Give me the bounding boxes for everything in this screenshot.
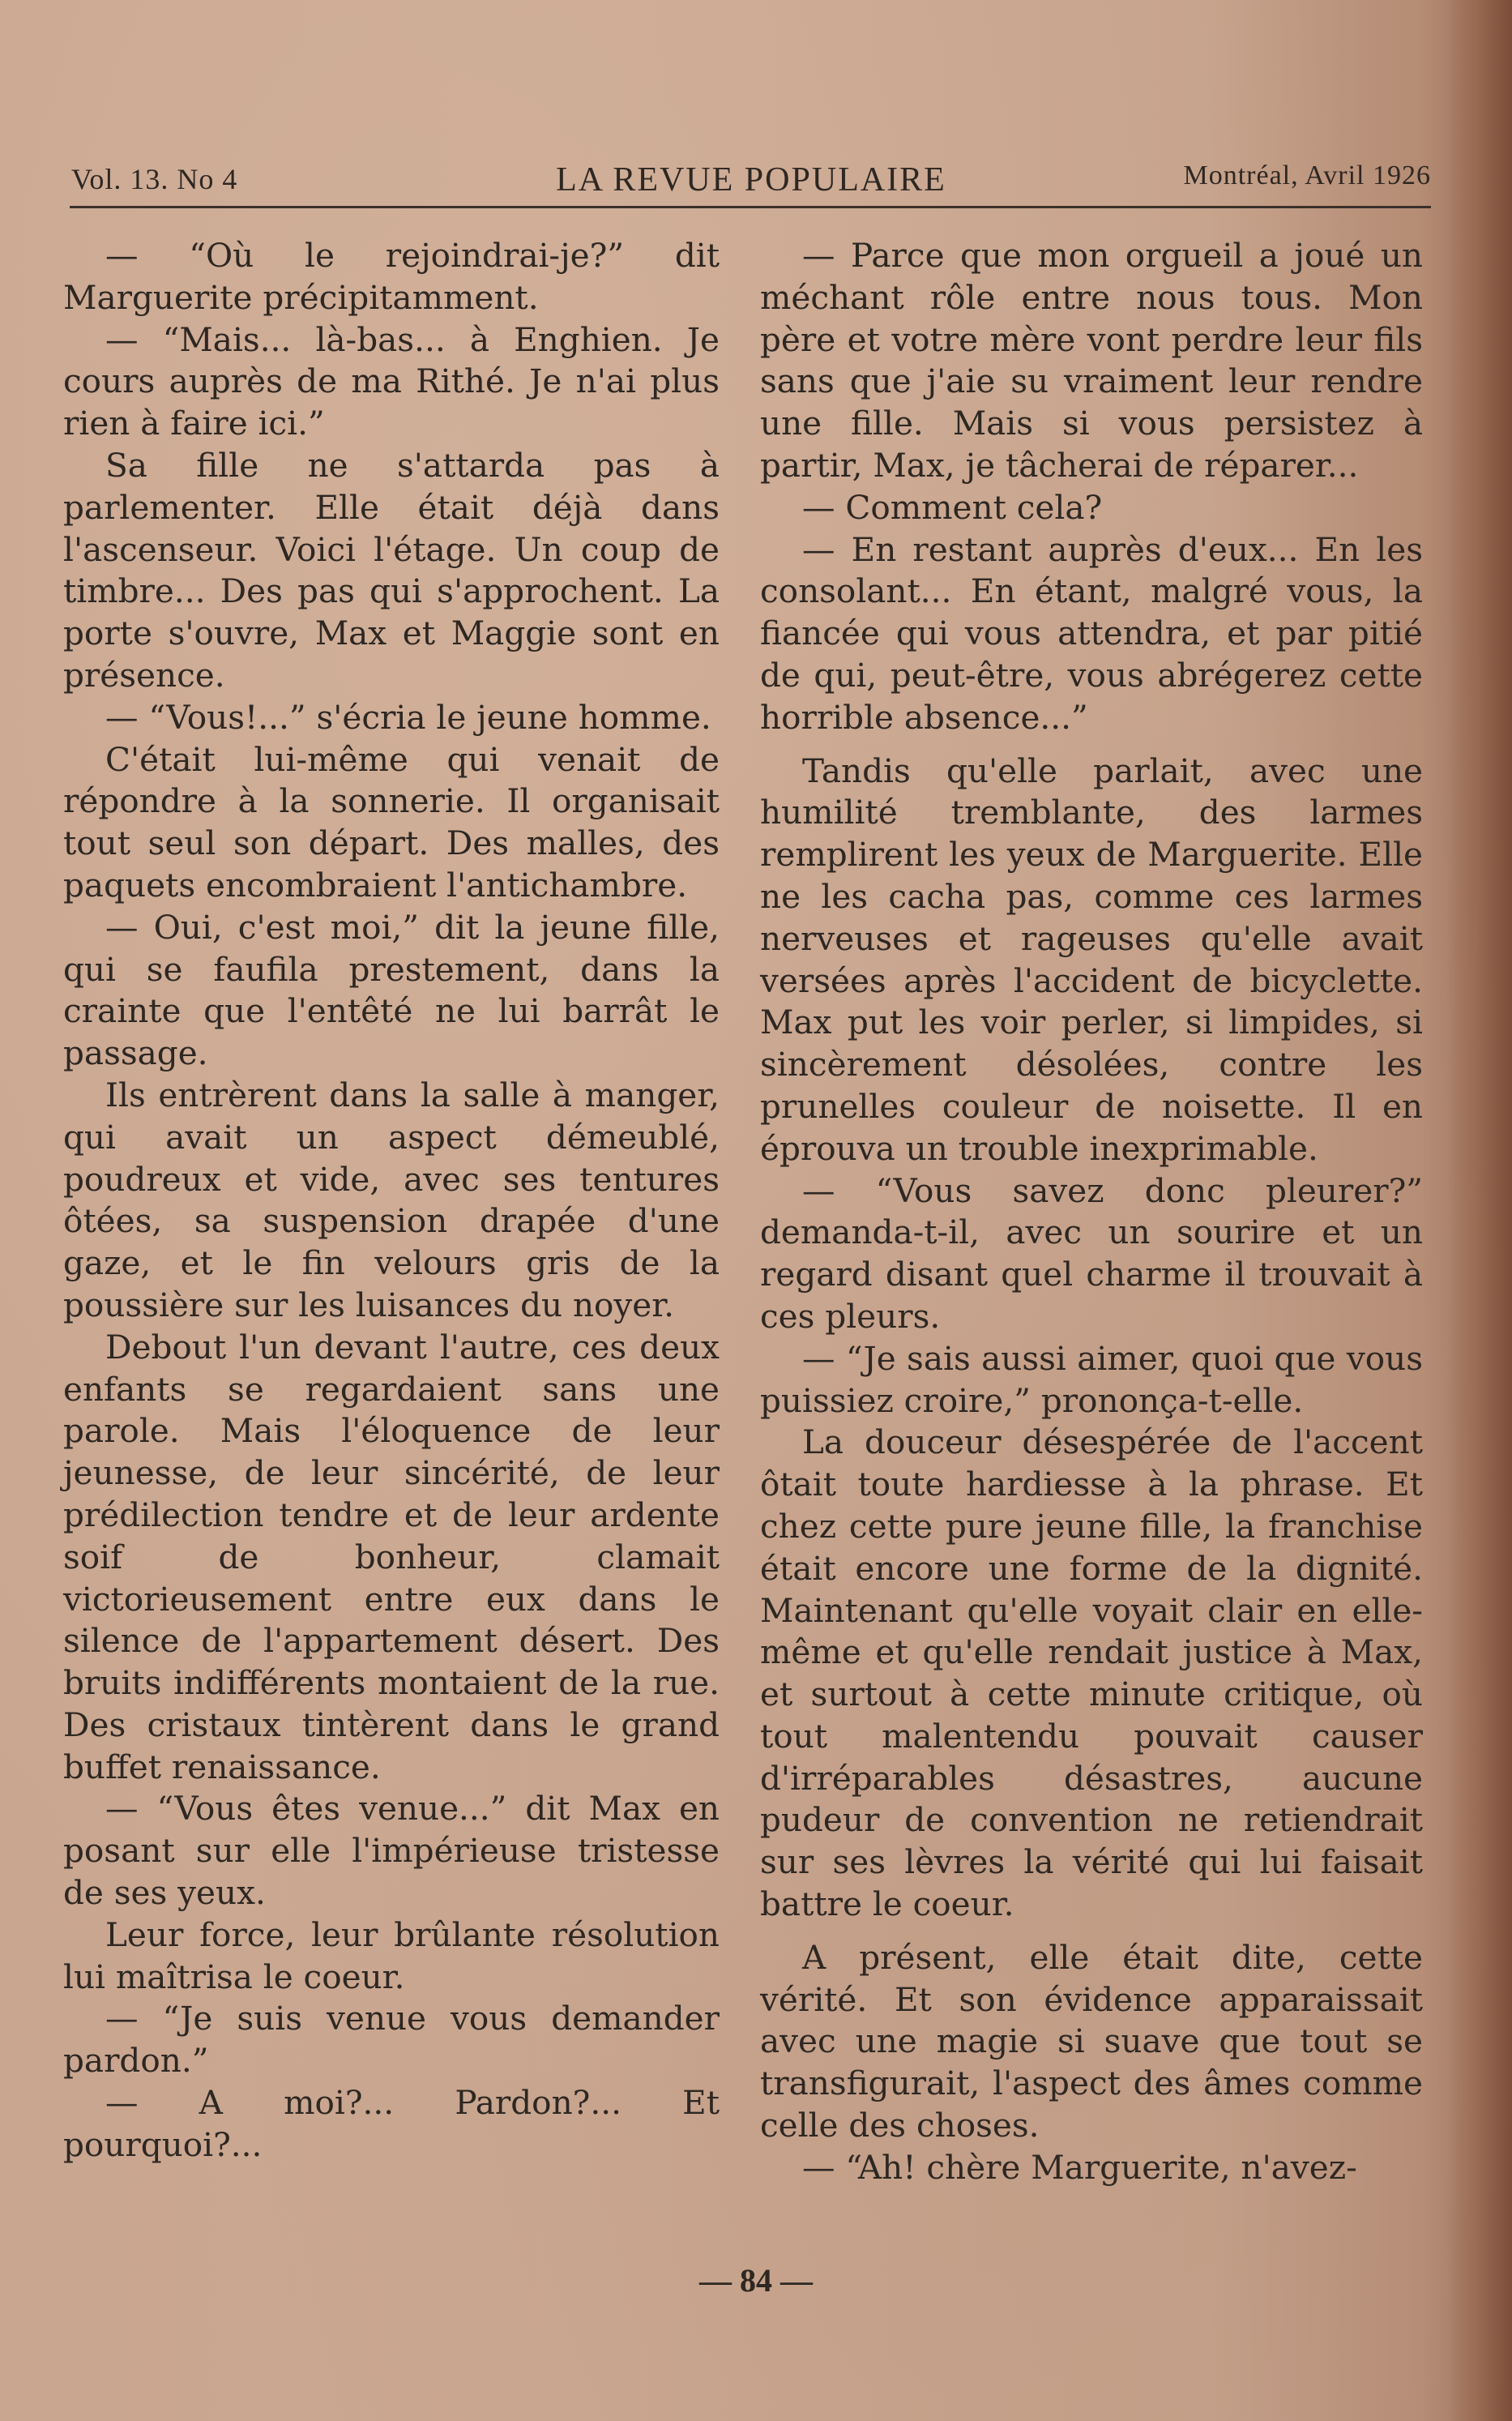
page-number: — 84 — bbox=[699, 2262, 813, 2299]
paragraph: — Parce que mon orgueil a joué un méchant rôle entre nous tous. Mon père et votre mère vont perdre leur fils sans que j'aie su vraiment leur rendre une fille. Mais si vous persistez à partir, Max, je tâcherai de réparer... bbox=[760, 236, 1423, 485]
running-header bbox=[71, 160, 1431, 203]
paragraph: La douceur désespérée de l'accent ôtait toute hardiesse à la phrase. Et chez cette pure jeune fille, la franchise était encore une forme de la dignité. Maintenant qu'elle voyait clair en elle-même et qu'elle rendait justice à Max, et surtout à cette minute critique, où tout malentendu pouvait causer d'irréparables désastres, aucune pudeur de convention ne retiendrait sur ses lèvres la vérité qui lui faisait battre le coeur. bbox=[760, 1422, 1423, 1924]
paragraph: — En restant auprès d'eux... En les consolant... En étant, malgré vous, la fiancée qui vous attendra, et par pitié de qui, peut-être, vous abrégerez cette horrible absence...” bbox=[760, 529, 1423, 737]
paragraph: — “Je suis venue vous demander pardon.” bbox=[63, 1999, 720, 2081]
paragraph: — “Mais... là-bas... à Enghien. Je cours auprès de ma Rithé. Je n'ai plus rien à faire ici.” bbox=[63, 319, 720, 443]
header-rule bbox=[70, 206, 1431, 208]
paragraph: — “Vous savez donc pleurer?” demanda-t-il, avec un sourire et un regard disant quel charme il trouvait à ces pleurs. bbox=[760, 1170, 1423, 1336]
left-column bbox=[63, 235, 720, 2166]
page-edge bbox=[1447, 0, 1512, 2421]
paragraph: C'était lui-même qui venait de répondre à la sonnerie. Il organisait tout seul son départ. Des malles, des paquets encombraient l'antichambre. bbox=[63, 739, 720, 905]
paragraph: Leur force, leur brûlante résolution lui maîtrisa le coeur. bbox=[63, 1914, 720, 1996]
right-column bbox=[760, 235, 1423, 2189]
volume-number: Vol. 13. No 4 bbox=[71, 163, 238, 195]
paragraph: — Comment cela? bbox=[802, 487, 1103, 527]
paragraph: A présent, elle était dite, cette vérité. Et son évidence apparaissait avec une magie si suave que tout se transfigurait, l'aspect des âmes comme celle des choses. bbox=[760, 1937, 1423, 2145]
paragraph: Ils entrèrent dans la salle à manger, qui avait un aspect démeublé, poudreux et vide, avec ses tentures ôtées, sa suspension drapée d'une gaze, et le fin velours gris de la poussière sur les luisances du noyer. bbox=[63, 1075, 720, 1324]
paragraph: Debout l'un devant l'autre, ces deux enfants se regardaient sans une parole. Mais l'éloquence de leur jeunesse, de leur sincérité, de leur prédilection tendre et de leur ardente soif de bonheur, clamait victorieusement entre eux dans le silence de l'appartement désert. Des bruits indifférents montaient de la rue. Des cristaux tintèrent dans le grand buffet renaissance. bbox=[63, 1327, 720, 1786]
paragraph: Tandis qu'elle parlait, avec une humilité tremblante, des larmes remplirent les yeux de Marguerite. Elle ne les cacha pas, comme ces larmes nerveuses et rageuses qu'elle avait versées après l'accident de bicyclette. Max put les voir perler, si limpides, si sincèrement désolées, contre les prunelles couleur de noisette. Il en éprouva un trouble inexprimable. bbox=[760, 751, 1423, 1168]
paragraph: — “Où le rejoindrai-je?” dit Marguerite précipitamment. bbox=[63, 236, 720, 317]
paragraph: — “Ah! chère Marguerite, n'avez- bbox=[802, 2147, 1357, 2187]
paragraph: — Oui, c'est moi,” dit la jeune fille, qui se faufila prestement, dans la crainte que l'entêté ne lui barrât le passage. bbox=[63, 907, 720, 1073]
journal-title: LA REVUE POPULAIRE bbox=[556, 161, 946, 199]
paragraph: — “Vous êtes venue...” dit Max en posant sur elle l'impérieuse tristesse de ses yeux. bbox=[63, 1789, 720, 1913]
paragraph: — A moi?... Pardon?... Et pourquoi?... bbox=[63, 2083, 720, 2164]
issue-date: Montréal, Avril 1926 bbox=[1183, 160, 1431, 190]
paragraph: Sa fille ne s'attarda pas à parlementer. Elle était déjà dans l'ascenseur. Voici l'étage. Un coup de timbre... Des pas qui s'approchent. La porte s'ouvre, Max et Maggie sont en présence. bbox=[63, 445, 720, 695]
paragraph: — “Vous!...” s'écria le jeune homme. bbox=[105, 697, 711, 737]
paragraph: — “Je sais aussi aimer, quoi que vous puissiez croire,” prononça-t-elle. bbox=[760, 1338, 1423, 1420]
